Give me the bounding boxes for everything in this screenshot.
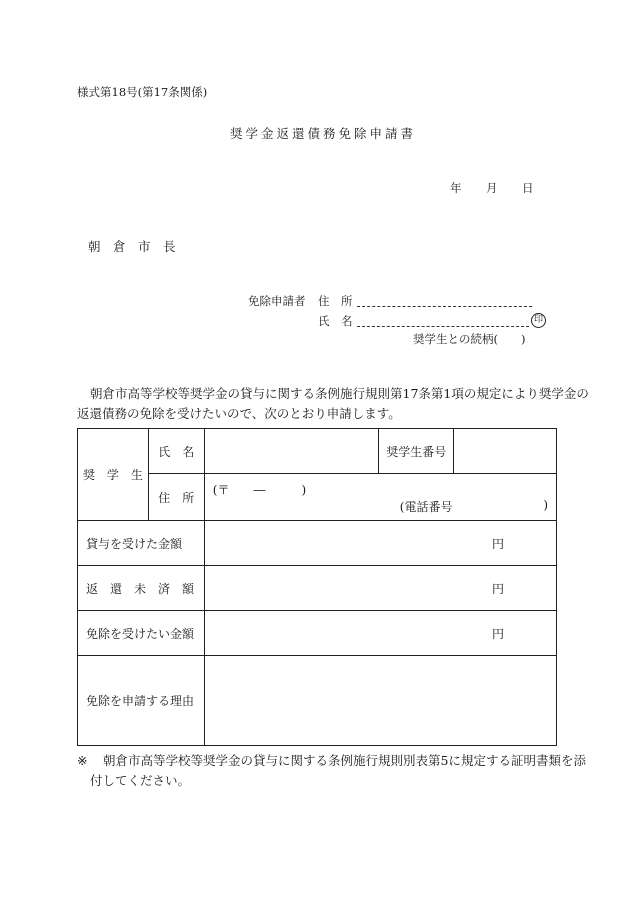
form-number: 様式第18号(第17条関係): [77, 85, 208, 99]
reason-label: 免除を申請する理由: [78, 656, 205, 746]
phone-close-paren: ): [543, 498, 548, 512]
student-address-label: 住 所: [148, 474, 204, 521]
student-name-field[interactable]: [204, 429, 379, 474]
applicant-role-label: 免除申請者: [248, 294, 306, 308]
applicant-address-label: 住 所: [318, 294, 353, 308]
note-mark: ※: [77, 753, 88, 768]
note-line-2: 付してください。: [90, 773, 191, 788]
student-address-field[interactable]: [204, 474, 556, 521]
applicant-name-label: 氏 名: [318, 314, 353, 328]
body-text-line-1: 朝倉市高等学校等奨学金の貸与に関する条例施行規則第17条第1項の規定により奨学金の: [90, 386, 589, 401]
loan-amount-field[interactable]: 円: [204, 521, 556, 566]
reason-row: [78, 656, 557, 746]
note-line-1: 朝倉市高等学校等奨学金の貸与に関する条例施行規則別表第5に規定する証明書類を添: [103, 753, 586, 768]
relationship-label: 奨学生との続柄( ): [413, 332, 526, 346]
seal-mark-icon: 印: [531, 313, 546, 328]
addressee: 朝 倉 市 長: [88, 239, 176, 254]
phone-number-label: (電話番号: [399, 500, 453, 514]
student-address-row: [78, 474, 557, 521]
student-name-label: 氏 名: [148, 429, 204, 474]
student-number-field[interactable]: [454, 429, 557, 474]
date-day-label: 日: [522, 181, 534, 195]
date-year-label: 年: [450, 181, 462, 195]
loan-amount-row: [78, 521, 557, 566]
document-title: 奨学金返還債務免除申請書: [230, 126, 417, 141]
reason-field[interactable]: [204, 656, 556, 746]
student-label: 奨 学 生: [78, 429, 149, 521]
application-table: [77, 428, 557, 746]
outstanding-label: 返 還 未 済 額: [78, 566, 205, 611]
loan-amount-label: 貸与を受けた金額: [78, 521, 205, 566]
exemption-amount-field[interactable]: 円: [204, 611, 556, 656]
student-number-label: 奨学生番号: [379, 429, 454, 474]
body-text-line-2: 返還債務の免除を受けたいので、次のとおり申請します。: [77, 406, 401, 421]
date-month-label: 月: [486, 181, 498, 195]
applicant-name-field[interactable]: [357, 313, 529, 327]
postal-code-label: (〒 ― ): [212, 483, 307, 497]
outstanding-field[interactable]: 円: [204, 566, 556, 611]
applicant-address-field[interactable]: [357, 293, 532, 307]
outstanding-row: [78, 566, 557, 611]
exemption-amount-label: 免除を受けたい金額: [78, 611, 205, 656]
exemption-amount-row: [78, 611, 557, 656]
student-name-row: [78, 429, 557, 474]
